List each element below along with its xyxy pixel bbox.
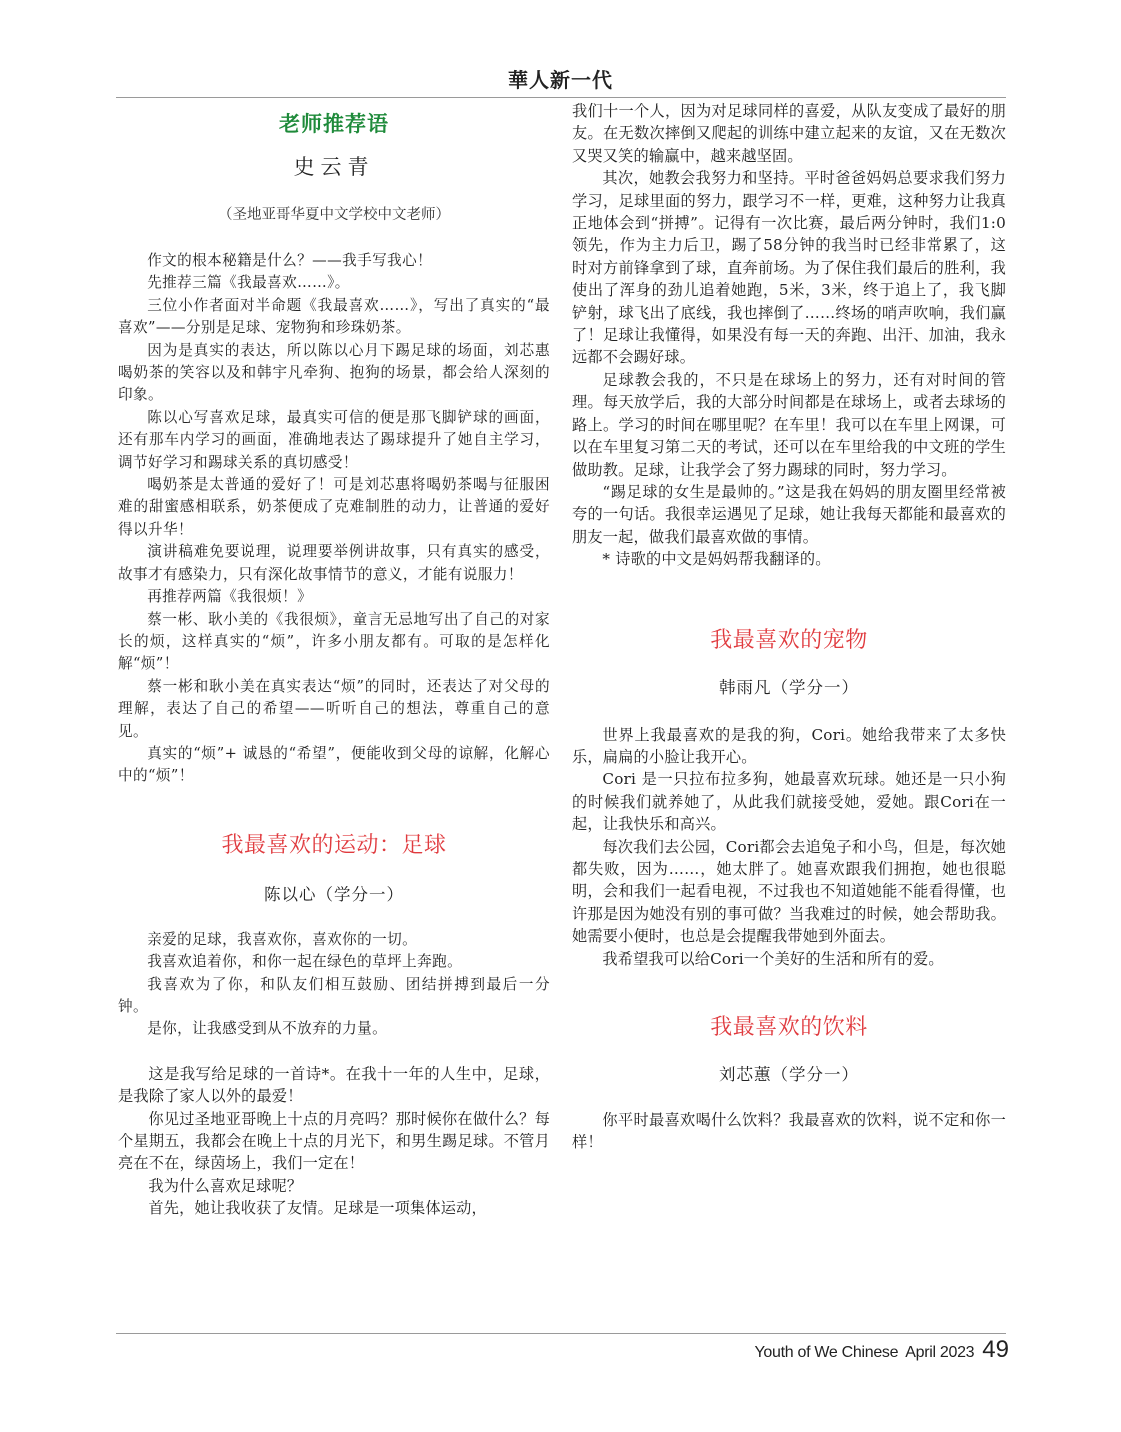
poem-line: 我喜欢追着你，和你一起在绿色的草坪上奔跑。 — [147, 953, 463, 971]
paragraph: 作文的根本秘籍是什么？——我手写我心！ — [147, 252, 433, 269]
left-column — [118, 100, 550, 1220]
paragraph: Cori 是一只拉布拉多狗，她最喜欢玩球。她还是一只小狗的时候我们就养她了，从此我们就接受她，爱她。跟Cori在一起，让我快乐和高兴。 — [572, 770, 1006, 834]
article-title-soccer: 我最喜欢的运动：足球 — [221, 832, 447, 858]
article-author-soccer: 陈以心（学分一） — [264, 884, 404, 904]
soccer-poem — [118, 929, 550, 1041]
paragraph: 因为是真实的表达，所以陈以心月下踢足球的场面，刘芯惠喝奶茶的笑容以及和韩宇凡牵狗、抱狗的场景，都会给人深刻的印象。 — [118, 341, 550, 404]
paragraph: 你平时最喜欢喝什么饮料？我最喜欢的饮料，说不定和你一样！ — [572, 1111, 1006, 1152]
header-divider — [116, 97, 1006, 98]
poem-line: 亲爱的足球，我喜欢你，喜欢你的一切。 — [147, 930, 418, 948]
drink-body — [572, 1109, 1006, 1154]
paragraph: 足球教会我的，不只是在球场上的努力，还有对时间的管理。每天放学后，我的大部分时间都是在球场上，或者去球场的路上。学习的时间在哪里呢？在车里！我可以在车里上网课，可以在车里复习第二天的考试，还可以在车里给我的中文班的学生做助教。足球，让我学会了努力踢球的同时，努力学习。 — [572, 370, 1006, 479]
right-column — [572, 100, 1006, 1154]
pet-body — [572, 724, 1006, 970]
soccer-body-left — [118, 1063, 550, 1220]
page-footer — [754, 1336, 1009, 1364]
paragraph: 其次，她教会我努力和坚持。平时爸爸妈妈总要求我们努力学习，足球里面的努力，跟学习不一样，更难，这种努力让我真正地体会到“拼搏”。记得有一次比赛，最后两分钟时，我们1:0领先，作为主力后卫，踢了58分钟的我当时已经非常累了，这时对方前锋拿到了球，直奔前场。为了保住我们最后的胜利，我使出了浑身的劲儿追着她跑，5米，3米，终于追上了，我飞脚铲射，球飞出了底线，我也摔倒了……终场的哨声吹响，我们赢了！足球让我懂得，如果没有每一天的奔跑、出汗、加油，我永远都不会踢好球。 — [572, 169, 1006, 367]
article-title-pet: 我最喜欢的宠物 — [710, 627, 868, 653]
issue-date: April 2023 — [905, 1344, 975, 1361]
paragraph: 先推荐三篇《我最喜欢……》。 — [147, 274, 350, 292]
paragraph: 陈以心写喜欢足球，最真实可信的便是那飞脚铲球的画面，还有那车内学习的画面，准确地表达了踢球提升了她自主学习，调节好学习和踢球关系的真切感受！ — [118, 408, 550, 471]
footnote: * 诗歌的中文是妈妈帮我翻译的。 — [602, 550, 831, 569]
masthead: 華人新一代 — [508, 68, 613, 92]
paragraph: 我为什么喜欢足球呢？ — [148, 1176, 303, 1195]
paragraph: 演讲稿难免要说理，说理要举例讲故事，只有真实的感受，故事才有感染力，只有深化故事情节的意义，才能有说服力！ — [118, 543, 550, 583]
paragraph: 我们十一个人，因为对足球同样的喜爱，从队友变成了最好的朋友。在无数次摔倒又爬起的训练中建立起来的友谊，又在无数次又哭又笑的输赢中，越来越坚固。 — [572, 102, 1006, 165]
paragraph: 首先，她让我收获了友情。足球是一项集体运动， — [148, 1199, 487, 1218]
paragraph: 蔡一彬、耿小美的《我很烦》，童言无忌地写出了自己的对家长的烦，这样真实的“烦”，许多小朋友都有。可取的是怎样化解“烦”！ — [118, 610, 550, 673]
paragraph: “踢足球的女生是最帅的。”这是我在妈妈的朋友圈里经常被夸的一句话。我很幸运遇见了足球，她让我每天都能和最喜欢的朋友一起，做我们最喜欢做的事情。 — [572, 482, 1006, 546]
article-author-drink: 刘芯蕙（学分一） — [719, 1065, 859, 1084]
magazine-name: Youth of We Chinese — [754, 1344, 899, 1361]
teacher-section-title: 老师推荐语 — [279, 112, 389, 136]
footer-divider — [116, 1333, 1006, 1334]
poem-line: 是你，让我感受到从不放弃的力量。 — [147, 1020, 388, 1038]
paragraph: 这是我写给足球的一首诗*。在我十一年的人生中，足球，是我除了家人以外的最爱！ — [118, 1064, 550, 1106]
teacher-affiliation: （圣地亚哥华夏中文学校中文老师） — [218, 207, 450, 223]
paragraph: 你见过圣地亚哥晚上十点的月亮吗？那时候你在做什么？每个星期五，我都会在晚上十点的月光下，和男生踢足球。不管月亮在不在，绿茵场上，我们一定在！ — [118, 1109, 550, 1173]
teacher-recommendation — [118, 250, 550, 788]
paragraph: 三位小作者面对半命题《我最喜欢……》，写出了真实的“最喜欢”——分别是足球、宠物狗和珍珠奶茶。 — [118, 296, 550, 337]
paragraph: 真实的“烦”+ 诚恳的“希望”，便能收到父母的谅解，化解心中的“烦”！ — [118, 744, 550, 785]
paragraph: 我希望我可以给Cori一个美好的生活和所有的爱。 — [602, 949, 944, 968]
paragraph: 每次我们去公园，Cori都会去追兔子和小鸟，但是，每次她都失败，因为……，她太胖了。她喜欢跟我们拥抱，她也很聪明，会和我们一起看电视，不过我也不知道她能不能看得懂，也许那是因为她没有别的事可做？当我难过的时候，她会帮助我。她需要小便时，也总是会提醒我带她到外面去。 — [572, 837, 1006, 946]
article-author-pet: 韩雨凡（学分一） — [719, 677, 859, 697]
paragraph: 再推荐两篇《我很烦！》 — [147, 588, 313, 606]
paragraph: 喝奶茶是太普通的爱好了！可是刘芯惠将喝奶茶喝与征服困难的甜蜜感相联系，奶茶便成了克难制胜的动力，让普通的爱好得以升华！ — [118, 476, 550, 538]
poem-line: 我喜欢为了你，和队友们相互鼓励、团结拼搏到最后一分钟。 — [118, 975, 550, 1015]
paragraph: 世界上我最喜欢的是我的狗，Cori。她给我带来了太多快乐，扁扁的小脸让我开心。 — [572, 725, 1006, 766]
paragraph: 蔡一彬和耿小美在真实表达“烦”的同时，还表达了对父母的理解，表达了自己的希望——听听自己的想法，尊重自己的意见。 — [118, 677, 550, 740]
article-title-drink: 我最喜欢的饮料 — [710, 1015, 868, 1040]
teacher-name: 史云青 — [293, 155, 375, 179]
soccer-body-right — [572, 100, 1006, 571]
page-number: 49 — [982, 1336, 1009, 1363]
